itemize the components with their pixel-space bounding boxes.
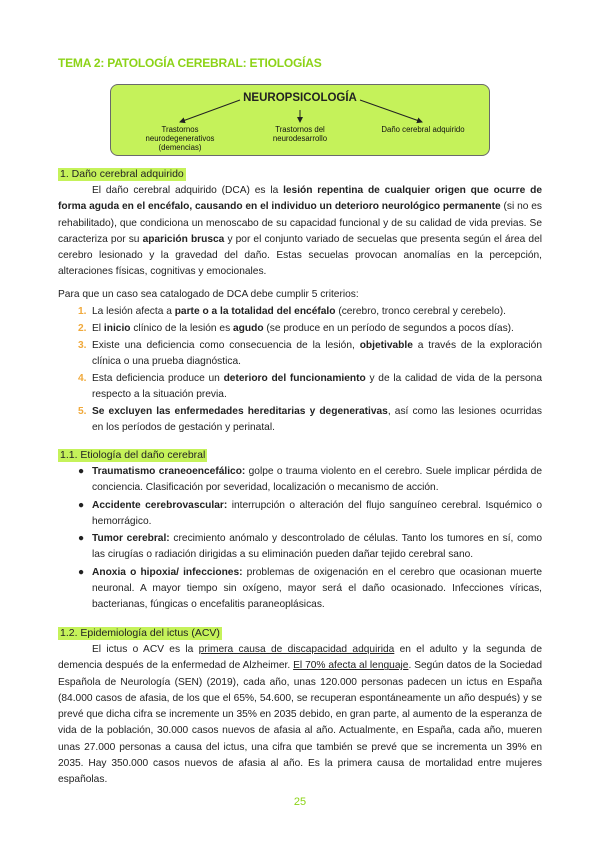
diagram-child-acquired-damage: Daño cerebral adquirido xyxy=(381,125,465,134)
dca-definition-paragraph xyxy=(58,183,542,281)
page-number: 25 xyxy=(293,796,307,808)
bullet-icon: ● xyxy=(78,499,85,511)
diagram-child-neurodegenerative: Trastornos neurodegenerativos (demencias) xyxy=(145,125,215,152)
epidemiology-paragraph: El ictus o ACV es la primera causa de discapacidad adquirida en el adulto y la segunda de demencia después de la enfermedad de Alzheimer. El 70% afecta al lenguaje. Según datos de la Sociedad Española de Neurología (SEN) (2019), cada año, unas 120.000 personas padecen un ictus en España (84.000 casos de afasia, de los que el 65%, 54.600, se recuperan espontáneamente un año después) y se prevé que dicha cifra se incremente un 35% en 2035 debido, en gran parte, al aumento de la esperanza de vida de la población, 30.000 casos nuevos de afasia al año. Actualmente, en España, cada año, mueren unas 27.000 personas a causa del ictus, una cifra que también se prevé que se incrementa un 39% en 2035. Hay 350.000 casos nuevos de afasia al año. Es la primera causa de mortalidad entre mujeres españolas. xyxy=(58,644,542,786)
criterion-item: 5. Se excluyen las enfermedades hereditarias y degenerativas, así como las lesiones ocurridas en los períodos de gestación y perinatal. xyxy=(78,406,542,433)
criterion-item: 4. Esta deficiencia produce un deterioro del funcionamiento y de la calidad de vida de la persona respecto a la situación previa. xyxy=(78,373,543,401)
text-run: (si no es rehabilitado), que condiciona un menoscabo de su capacidad funcional y de su calidad de vida previas. Se caracteriza por su xyxy=(58,201,543,245)
etiology-item: ● Traumatismo craneoencefálico: golpe o trauma violento en el cerebro. Suele implicar pérdida de conciencia. Clasificación por severidad, localización o mecanismo de acción. xyxy=(78,466,542,494)
text-run: El daño cerebral adquirido (DCA) es la xyxy=(92,185,284,196)
neuropsychology-diagram xyxy=(110,84,490,158)
etiology-item: ● Accidente cerebrovascular: interrupción o alteración del flujo sanguíneo cerebral. Isquémico o hemorrágico. xyxy=(78,499,542,527)
section-heading-epidemiology: 1.2. Epidemiología del ictus (ACV) xyxy=(60,627,220,639)
text-run: y por el conjunto variado de secuelas que presenta según el área del cerebro lesionado y la gravedad del daño. Estas secuelas provocan anomalías en la percepción, alteraciones físicas, cognitivas y emocionales. xyxy=(58,233,542,278)
underlined-run: primera causa de discapacidad adquirida xyxy=(198,644,395,655)
diagram-root: NEUROPSICOLOGÍA xyxy=(243,92,357,104)
underlined-run: El 70% afecta al lenguaje xyxy=(293,660,409,672)
etiology-item: ● Anoxia o hipoxia/ infecciones: problemas de oxigenación en el cerebro que ocasionan muerte neuronal. A mayor tiempo sin oxígeno, mayor será el daño ocasionado. Infecciones víricas, bacterianas, fúngicas o encefalitis paraneoplásicas. xyxy=(78,566,542,611)
etiology-item: ● Tumor cerebral: crecimiento anómalo y descontrolado de células. Tanto los tumores en sí, como las cirugías o radiación dirigidas a su eliminación pueden dañar tejido cerebral sano. xyxy=(78,533,543,561)
criterion-number: 5. xyxy=(78,406,87,418)
bold-run: lesión repentina de cualquier origen que ocurre de forma aguda en el encéfalo, causando en el individuo un deterioro neurológico permanente xyxy=(58,185,542,213)
bullet-icon: ● xyxy=(78,566,85,578)
criterion-number: 1. xyxy=(78,306,87,317)
section-heading-etiology: 1.1. Etiología del daño cerebral xyxy=(60,449,206,461)
criterion-number: 2. xyxy=(78,323,87,335)
section-heading-dca: 1. Daño cerebral adquirido xyxy=(60,168,184,180)
diagram-child-neurodevelopment: Trastornos del neurodesarrollo xyxy=(272,125,328,143)
criterion-item: 3. Existe una deficiencia como consecuencia de la lesión, objetivable a través de la exploración clínica o una prueba diagnóstica. xyxy=(78,340,542,368)
etiology-list xyxy=(58,464,542,615)
bullet-icon: ● xyxy=(78,466,85,477)
criterion-item: 2. El inicio clínico de la lesión es agudo (se produce en un período de segundos a pocos días). xyxy=(58,321,542,337)
criterion-number: 3. xyxy=(78,340,87,352)
bold-run: aparición brusca xyxy=(142,233,225,245)
criteria-list xyxy=(58,304,542,437)
criterion-number: 4. xyxy=(78,373,87,385)
criteria-intro: Para que un caso sea catalogado de DCA debe cumplir 5 criterios: xyxy=(58,289,359,300)
bullet-icon: ● xyxy=(78,533,85,545)
page-title: TEMA 2: PATOLOGÍA CEREBRAL: ETIOLOGÍAS xyxy=(58,56,322,70)
criterion-item: 1. La lesión afecta a parte o a la totalidad del encéfalo (cerebro, tronco cerebral y cerebelo). xyxy=(58,304,542,320)
